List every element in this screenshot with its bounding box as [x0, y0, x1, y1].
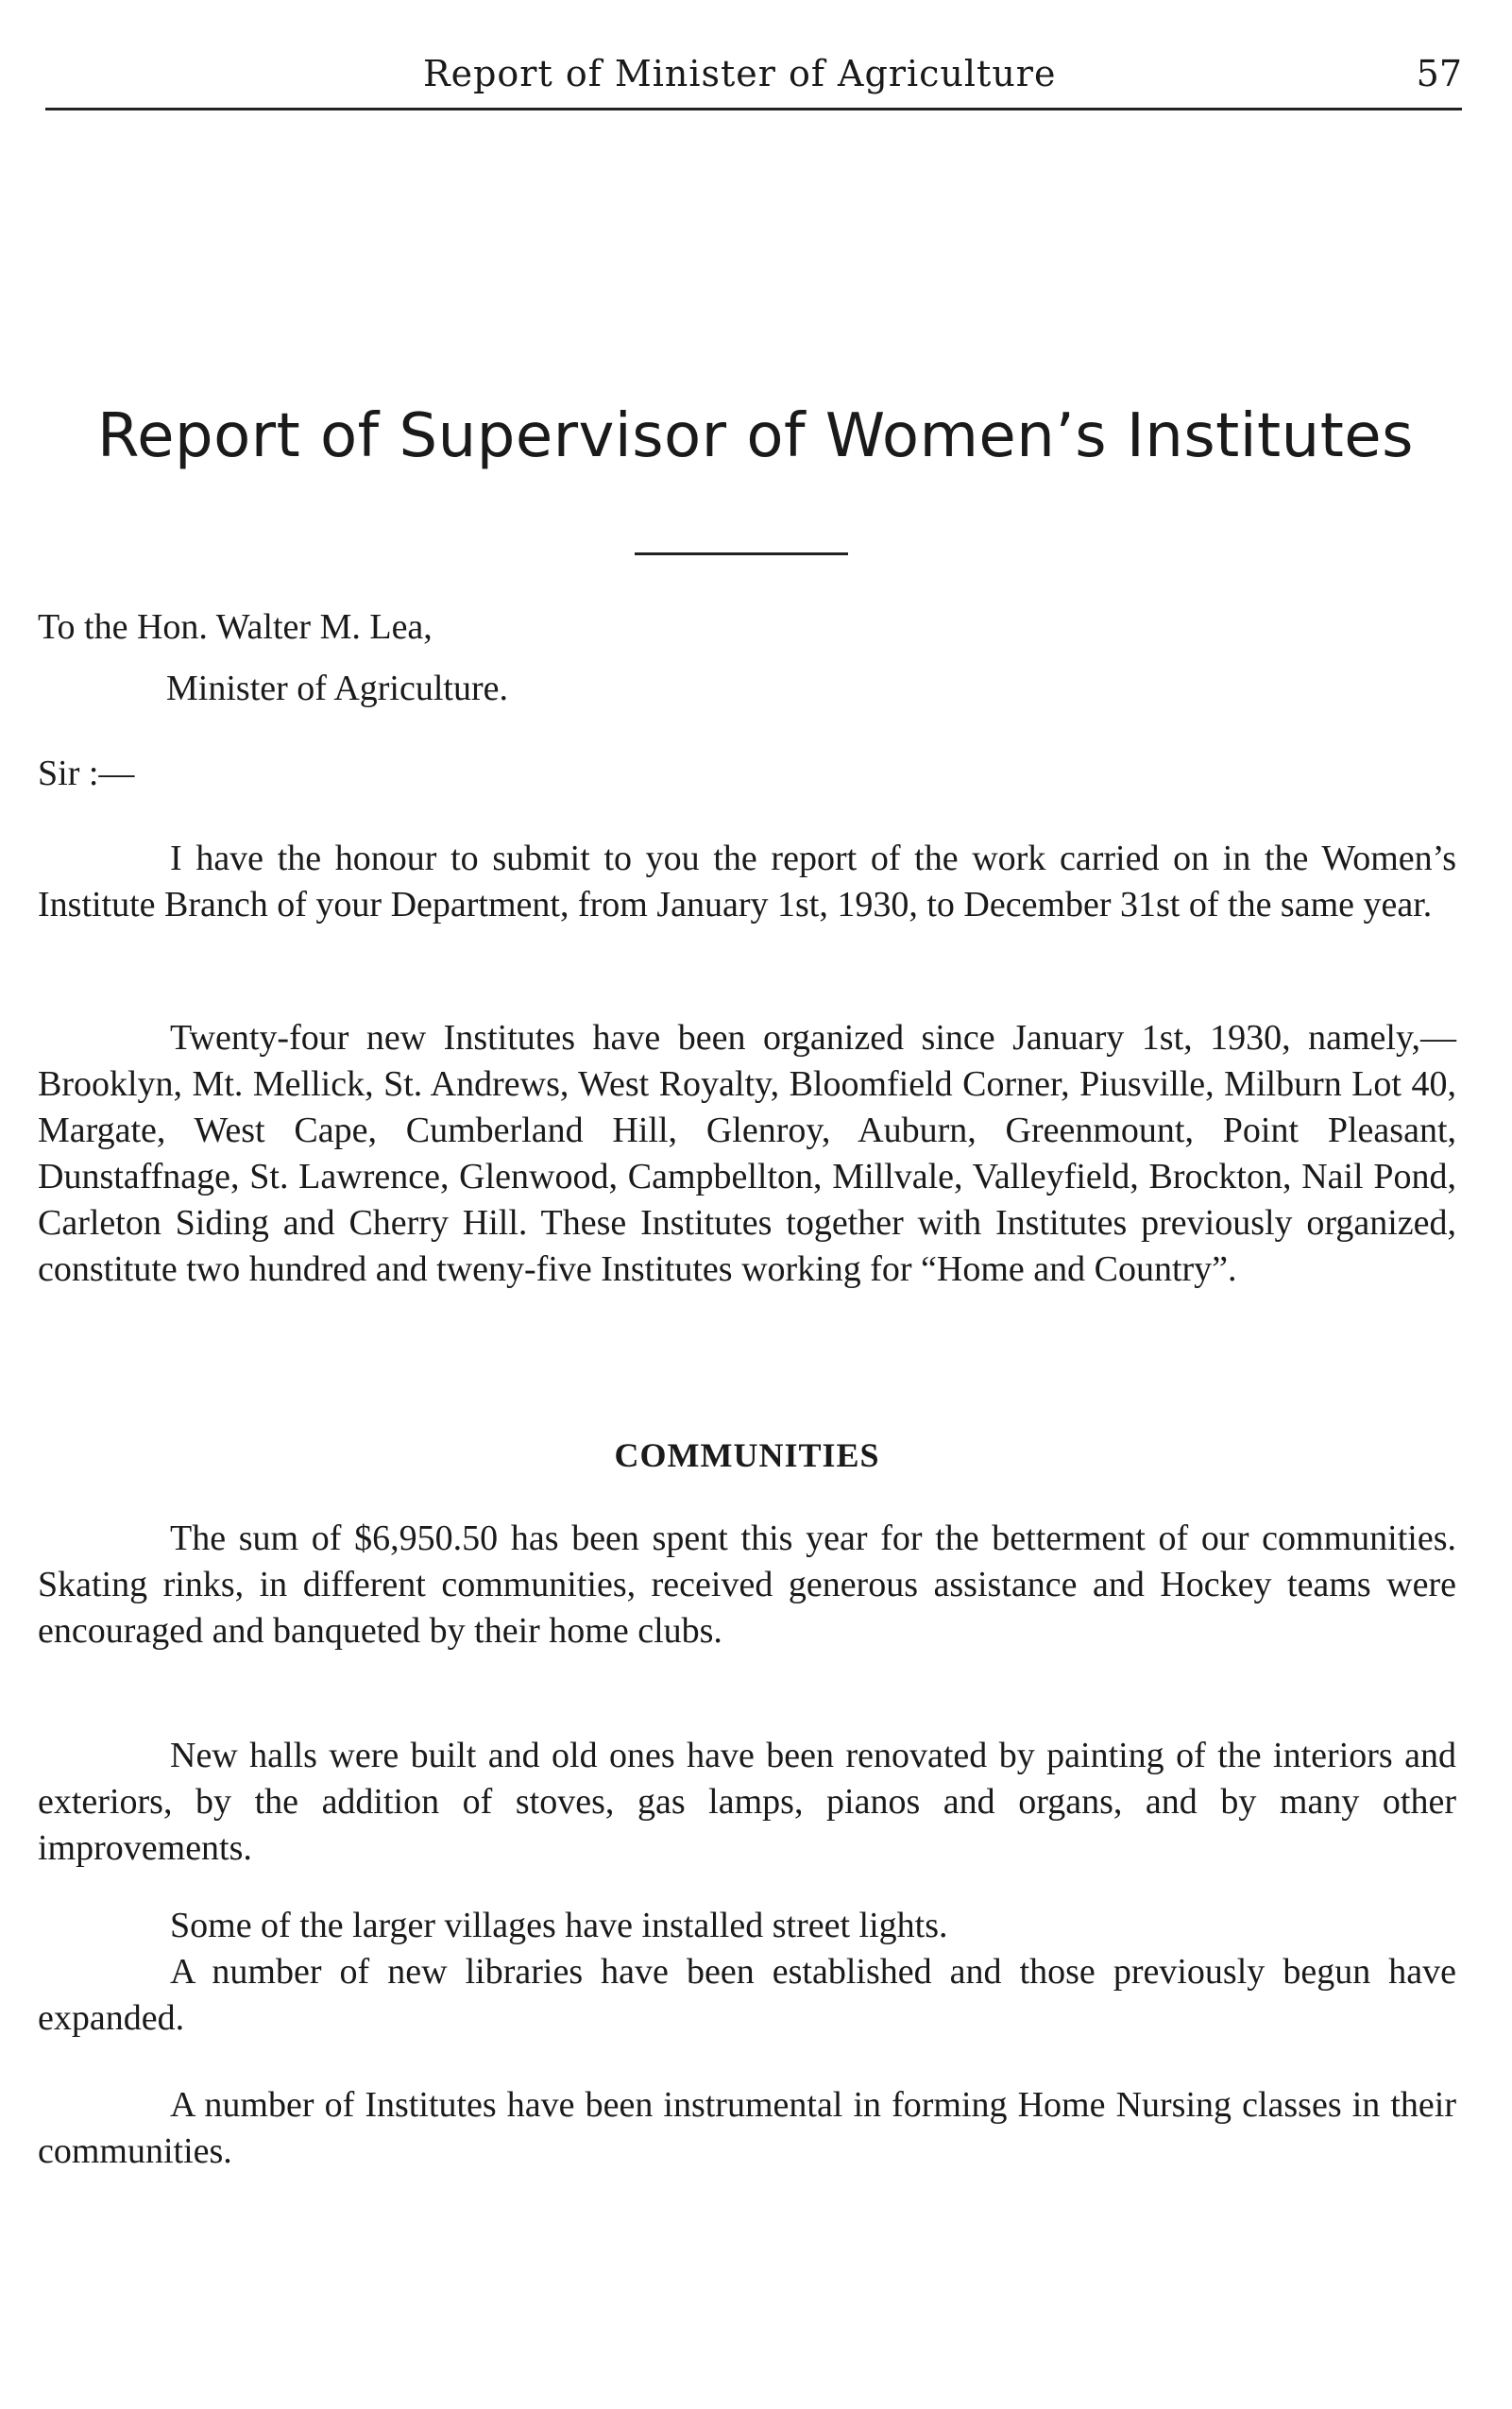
paragraph-new-institutes: Twenty-four new Institutes have been organized since January 1st, 1930, namely,— Brooklyn, Mt. Mellick, St. Andrews, West Royalty, Bloomfield Corner, Piusville, Milburn Lot 40, Margate, West Cape, Cumberland Hill, Glenroy, Auburn, Greenmount, Point Pleasant, Dunstaffnage, St. Lawrence, Glenwood, Campbellton, Millvale, Valleyfield, Brockton, Nail Pond, Carleton Siding and Cherry Hill. These Institutes together with Institutes previously organized, constitute two hundred and tweny-five Institutes working for “Home and Country”. — [38, 1018, 1456, 1289]
page-number: 57 — [1416, 53, 1462, 94]
addressee-line-1: To the Hon. Walter M. Lea, — [38, 607, 433, 647]
report-title: Report of Supervisor of Women’s Institutes — [97, 401, 1414, 471]
running-title: Report of Minister of Agriculture — [423, 53, 1057, 94]
paragraph-community-sum: The sum of $6,950.50 has been spent this year for the betterment of our communities. Skating rinks, in different communities, received generous assistance and Hockey teams were encouraged and banqueted by their home clubs. — [38, 1518, 1456, 1651]
running-head — [45, 47, 1462, 104]
paragraph-libraries: A number of new libraries have been established and those previously begun have expanded. — [38, 1952, 1456, 2038]
paragraph-intro: I have the honour to submit to you the report of the work carried on in the Women’s Institute Branch of your Department, from January 1st, 1930, to December 31st of the same year. — [38, 839, 1456, 925]
title-rule — [635, 552, 848, 555]
salutation: Sir :— — [38, 754, 135, 793]
addressee-line-2: Minister of Agriculture. — [166, 669, 508, 708]
header-rule — [45, 108, 1462, 110]
section-heading-communities: COMMUNITIES — [614, 1436, 880, 1474]
paragraph-street-lights: Some of the larger villages have installed street lights. — [170, 1906, 948, 1945]
paragraph-home-nursing: A number of Institutes have been instrumental in forming Home Nursing classes in their communities. — [38, 2085, 1456, 2171]
paragraph-halls: New halls were built and old ones have been renovated by painting of the interiors and exteriors, by the addition of stoves, gas lamps, pianos and organs, and by many other improvements. — [38, 1736, 1456, 1868]
